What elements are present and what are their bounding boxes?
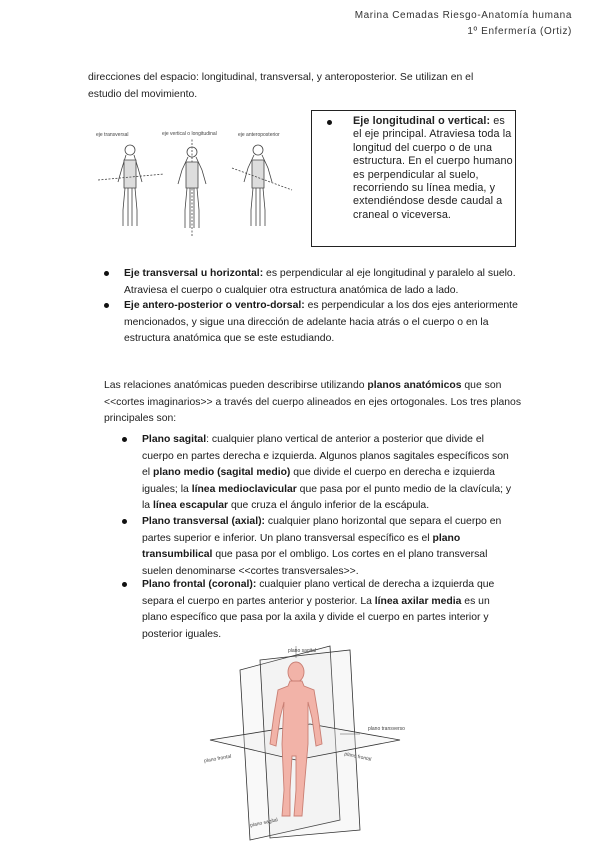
axes-label-longitudinal: eje vertical o longitudinal	[162, 131, 217, 137]
axes-label-anteroposterior: eje anteroposterior	[238, 132, 280, 138]
planes-figure-drawing	[200, 640, 420, 845]
sagittal-text-3: que pasa por el punto medio de la clavícula; y la	[142, 483, 512, 511]
sagittal-bold-2: línea medioclavicular	[191, 483, 297, 495]
transversal-axis-term: Eje transversal u horizontal:	[124, 268, 264, 279]
label-plane-sagittal-bottom: plano sagital	[249, 817, 279, 829]
frontal-text-2: es un plano específico que pasa por la axila y divide el cuerpo en partes interior y posterior iguales.	[142, 595, 490, 640]
bullet-icon	[104, 271, 109, 276]
sagittal-bold-3: línea escapular	[152, 500, 229, 511]
header-course: 1º Enfermería (Ortiz)	[467, 26, 572, 37]
bullet-icon	[327, 120, 332, 125]
axes-label-transversal: eje transversal	[96, 132, 129, 138]
list-item-anteroposterior-axis	[104, 298, 529, 348]
longitudinal-term: Eje longitudinal o vertical:	[353, 115, 491, 127]
figure-anteroposterior-axis	[232, 145, 292, 226]
sagittal-text-1: : cualquier plano vertical de anterior a posterior que divide el cuerpo en partes derecha e izquierda. Algunos planos sagitales específicos son el	[142, 434, 509, 478]
axes-figure	[92, 128, 302, 238]
transverse-text-1: cualquier plano horizontal que separa el cuerpo en partes superior e inferior. Un plano transversal específico es el	[142, 516, 502, 544]
sagittal-text-4: que cruza el ángulo inferior de la escápula.	[228, 500, 430, 511]
longitudinal-text	[353, 115, 513, 222]
list-item-transverse-plane	[122, 514, 512, 580]
label-plane-transverse: plano transverso	[368, 726, 405, 732]
longitudinal-definition: es el eje principal. Atraviesa toda la longitud del cuerpo o de una estructura. En el cuerpo humano es perpendicular al suelo, recorriendo su línea media, y extendiéndose desde caudal a craneal o viceversa.	[353, 115, 513, 221]
planes-figure	[200, 640, 420, 845]
planes-intro-bold: planos anatómicos	[367, 380, 462, 391]
intro-line-1: direcciones del espacio: longitudinal, transversal, y anteroposterior. Se utilizan en el	[88, 72, 474, 83]
list-item-frontal-plane	[122, 577, 512, 643]
sagittal-text-2: que divide el cuerpo en derecha e izquierda iguales; la	[142, 467, 495, 495]
frontal-term: Plano frontal (coronal):	[142, 579, 257, 590]
frontal-text-1: cualquier plano vertical de derecha a izquierda que separa el cuerpo en partes anterior y posterior. La	[142, 579, 495, 607]
transverse-text-2: que pasa por el ombligo. Los cortes en el plano transversal suelen denominarse <<cortes transversales>>.	[142, 549, 488, 577]
planes-intro-post: que son <<cortes imaginarios>> a través del cuerpo alineados en ejes ortogonales. Los tres planos principales son:	[104, 380, 522, 424]
list-item-transversal-axis	[104, 266, 529, 299]
bullet-icon	[122, 437, 127, 442]
header-author: Marina Cemadas Riesgo-Anatomía humana	[354, 10, 572, 21]
sagittal-term: Plano sagital	[142, 434, 207, 445]
frontal-bold-1: línea axilar media	[374, 595, 462, 607]
transverse-term: Plano transversal (axial):	[142, 516, 266, 527]
longitudinal-axis-box	[311, 110, 516, 247]
transversal-axis-text: es perpendicular al eje longitudinal y paralelo al suelo. Atraviesa el cuerpo o cualquier otra estructura anatómica de lado a lado.	[124, 268, 516, 296]
axes-figure-drawing	[92, 138, 302, 238]
intro-line-2: estudio del movimiento.	[88, 88, 198, 100]
label-plane-sagittal-top: plano sagital	[288, 648, 317, 654]
planes-intro-paragraph	[104, 378, 522, 428]
anteroposterior-axis-text: es perpendicular a los dos ejes anteriormente mencionados, y sigue una dirección de adelante hacia atrás o el cuerpo o en la estructura anatómica que se este estudiando.	[124, 300, 518, 344]
transverse-bold-1: plano transumbilical	[142, 532, 461, 560]
bullet-icon	[104, 303, 109, 308]
bullet-icon	[122, 519, 127, 524]
figure-vertical-axis	[178, 138, 206, 236]
anteroposterior-axis-term: Eje antero-posterior o ventro-dorsal:	[124, 300, 305, 311]
label-plane-frontal-right: plano frontal	[343, 751, 372, 763]
figure-transversal-axis	[98, 145, 164, 226]
bullet-icon	[122, 582, 127, 587]
sagittal-bold-1: plano medio (sagital medio)	[152, 467, 291, 478]
page-header	[355, 8, 572, 40]
label-plane-frontal-left: plano frontal	[203, 753, 232, 765]
list-item-sagittal-plane	[122, 432, 512, 515]
intro-paragraph	[88, 70, 528, 103]
planes-intro-pre: Las relaciones anatómicas pueden describirse utilizando	[104, 380, 368, 391]
